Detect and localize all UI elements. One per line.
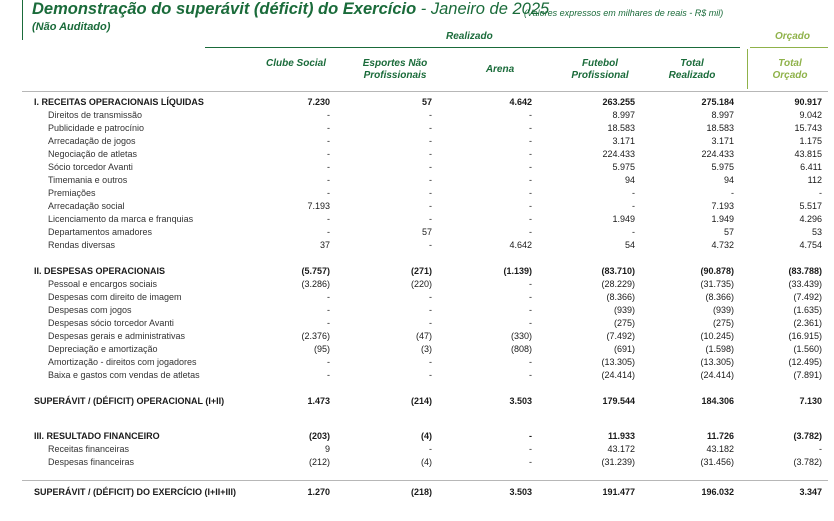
cell-value: - [429, 305, 432, 315]
row-label: Arrecadação social [48, 201, 125, 211]
col-arena: Arena [485, 64, 515, 75]
cell-value: 43.182 [706, 444, 734, 454]
row-label: SUPERÁVIT / (DÉFICIT) OPERACIONAL (I+II) [34, 396, 225, 406]
table-row [0, 443, 834, 456]
cell-value: 9 [324, 444, 330, 454]
cell-value: (7.891) [793, 370, 822, 380]
cell-value: (95) [313, 344, 330, 354]
cell-value: 11.933 [607, 431, 635, 441]
cell-value: - [529, 370, 532, 380]
cell-value: (47) [415, 331, 432, 341]
cell-value: 224.433 [602, 149, 635, 159]
cell-value: - [429, 123, 432, 133]
table-row [0, 148, 834, 161]
cell-value: (33.439) [788, 279, 822, 289]
table-row [0, 304, 834, 317]
cell-value: 224.433 [701, 149, 734, 159]
table-row [0, 291, 834, 304]
cell-value: (10.245) [700, 331, 734, 341]
table-row [0, 96, 834, 109]
table-row [0, 213, 834, 226]
row-label: Despesas com jogos [48, 305, 132, 315]
cell-value: (83.788) [788, 266, 822, 276]
realizado-underline [205, 47, 740, 48]
table-row [0, 239, 834, 252]
cell-value: - [327, 318, 330, 328]
cell-value: (8.366) [705, 292, 734, 302]
cell-value: - [429, 188, 432, 198]
cell-value: - [529, 292, 532, 302]
cell-value: - [529, 175, 532, 185]
cell-value: - [429, 292, 432, 302]
table-row [0, 486, 834, 499]
cell-value: (212) [308, 457, 330, 467]
cell-value: (4) [421, 457, 432, 467]
table-row [0, 330, 834, 343]
cell-value: - [529, 457, 532, 467]
row-label: Negociação de atletas [48, 149, 138, 159]
cell-value: 57 [723, 227, 734, 237]
cell-value: 5.975 [711, 162, 734, 172]
cell-value: (24.414) [700, 370, 734, 380]
row-label: II. DESPESAS OPERACIONAIS [34, 266, 166, 276]
currency-note: (Valores expressos em milhares de reais - R$ mil) [524, 8, 724, 18]
cell-value: 5.517 [799, 201, 822, 211]
cell-value: - [529, 201, 532, 211]
header-divider [22, 91, 828, 92]
cell-value: (214) [410, 396, 432, 406]
col-total-orcado: Total Orçado [772, 58, 808, 81]
cell-value: (12.495) [788, 357, 822, 367]
cell-value: - [731, 188, 734, 198]
cell-value: 94 [624, 175, 635, 185]
row-label: Amortização - direitos com jogadores [48, 357, 197, 367]
cell-value: - [327, 357, 330, 367]
cell-value: - [529, 136, 532, 146]
cell-value: (203) [308, 431, 330, 441]
cell-value: - [529, 162, 532, 172]
cell-value: 196.032 [701, 487, 734, 497]
row-label: Licenciamento da marca e franquias [48, 214, 194, 224]
row-label: Timemania e outros [48, 175, 128, 185]
cell-value: (83.710) [601, 266, 635, 276]
cell-value: 11.726 [706, 431, 734, 441]
cell-value: 4.642 [509, 97, 532, 107]
group-realizado: Realizado [446, 31, 493, 42]
cell-value: 184.306 [701, 396, 734, 406]
table-row [0, 109, 834, 122]
cell-value: 43.815 [794, 149, 822, 159]
cell-value: (3.782) [793, 431, 822, 441]
audit-note: (Não Auditado) [32, 21, 111, 33]
row-label: Arrecadação de jogos [48, 136, 136, 146]
cell-value: - [327, 149, 330, 159]
cell-value: - [327, 305, 330, 315]
cell-value: 15.743 [794, 123, 822, 133]
cell-value: - [429, 214, 432, 224]
row-label: I. RECEITAS OPERACIONAIS LÍQUIDAS [34, 97, 204, 107]
table-row [0, 135, 834, 148]
cell-value: - [429, 240, 432, 250]
cell-value: (31.239) [601, 457, 635, 467]
cell-value: 94 [723, 175, 734, 185]
cell-value: 57 [421, 97, 432, 107]
cell-value: - [327, 292, 330, 302]
cell-value: 1.473 [307, 396, 330, 406]
row-label: Rendas diversas [48, 240, 116, 250]
cell-value: - [529, 431, 532, 441]
cell-value: 263.255 [602, 97, 635, 107]
cell-value: - [327, 175, 330, 185]
row-label: Premiações [48, 188, 96, 198]
cell-value: (275) [613, 318, 635, 328]
cell-value: 7.193 [307, 201, 330, 211]
row-label: Receitas financeiras [48, 444, 130, 454]
table-row [0, 395, 834, 408]
cell-value: (31.735) [700, 279, 734, 289]
cell-value: - [429, 357, 432, 367]
row-label: Depreciação e amortização [48, 344, 158, 354]
cell-value: - [327, 162, 330, 172]
col-esportes-nao-profissionais: Esportes Não Profissionais [362, 58, 428, 81]
table-row [0, 122, 834, 135]
cell-value: (4) [421, 431, 432, 441]
cell-value: - [429, 370, 432, 380]
table-row [0, 317, 834, 330]
orcado-separator [747, 49, 748, 89]
cell-value: (3.782) [793, 457, 822, 467]
row-label: Pessoal e encargos sociais [48, 279, 158, 289]
cell-value: (1.635) [793, 305, 822, 315]
cell-value: - [327, 227, 330, 237]
orcado-underline [750, 47, 828, 48]
cell-value: - [529, 227, 532, 237]
cell-value: (691) [613, 344, 635, 354]
cell-value: 54 [624, 240, 635, 250]
cell-value: 112 [807, 175, 822, 185]
cell-value: 43.172 [607, 444, 635, 454]
row-label: Despesas com direito de imagem [48, 292, 182, 302]
cell-value: (8.366) [606, 292, 635, 302]
cell-value: 18.583 [706, 123, 734, 133]
cell-value: (2.361) [793, 318, 822, 328]
cell-value: 191.477 [602, 487, 635, 497]
cell-value: 3.347 [799, 487, 822, 497]
cell-value: - [429, 318, 432, 328]
cell-value: (3) [421, 344, 432, 354]
final-divider [22, 480, 828, 481]
cell-value: - [632, 188, 635, 198]
table-row [0, 265, 834, 278]
cell-value: 90.917 [794, 97, 822, 107]
cell-value: - [529, 444, 532, 454]
cell-value: 8.997 [711, 110, 734, 120]
row-label: Despesas gerais e administrativas [48, 331, 186, 341]
cell-value: 3.171 [612, 136, 635, 146]
cell-value: - [429, 162, 432, 172]
col-total-realizado: Total Realizado [668, 58, 716, 81]
cell-value: - [529, 214, 532, 224]
cell-value: 3.503 [509, 487, 532, 497]
cell-value: 53 [811, 227, 822, 237]
cell-value: - [429, 149, 432, 159]
cell-value: - [529, 110, 532, 120]
cell-value: 18.583 [607, 123, 635, 133]
cell-value: (24.414) [601, 370, 635, 380]
cell-value: (1.139) [503, 266, 532, 276]
cell-value: - [327, 123, 330, 133]
row-label: III. RESULTADO FINANCEIRO [34, 431, 160, 441]
cell-value: (7.492) [606, 331, 635, 341]
table-row [0, 187, 834, 200]
row-label: Direitos de transmissão [48, 110, 143, 120]
cell-value: (13.305) [601, 357, 635, 367]
cell-value: 7.130 [799, 396, 822, 406]
cell-value: - [327, 136, 330, 146]
cell-value: (13.305) [700, 357, 734, 367]
col-futebol-profissional: Futebol Profissional [571, 58, 629, 81]
cell-value: (808) [510, 344, 532, 354]
cell-value: - [429, 175, 432, 185]
table-row [0, 226, 834, 239]
cell-value: - [529, 318, 532, 328]
table-row [0, 174, 834, 187]
row-label: Publicidade e patrocínio [48, 123, 145, 133]
cell-value: (271) [410, 266, 432, 276]
row-label: Departamentos amadores [48, 227, 153, 237]
cell-value: - [529, 123, 532, 133]
row-label: Sócio torcedor Avanti [48, 162, 133, 172]
cell-value: - [327, 188, 330, 198]
cell-value: 3.503 [509, 396, 532, 406]
cell-value: 6.411 [800, 162, 822, 172]
cell-value: 179.544 [602, 396, 635, 406]
cell-value: (220) [410, 279, 432, 289]
table-row [0, 430, 834, 443]
cell-value: 4.642 [509, 240, 532, 250]
cell-value: 5.975 [612, 162, 635, 172]
cell-value: - [327, 110, 330, 120]
cell-value: 7.230 [307, 97, 330, 107]
table-row [0, 278, 834, 291]
cell-value: 1.949 [711, 214, 734, 224]
cell-value: 1.175 [799, 136, 822, 146]
cell-value: (5.757) [301, 266, 330, 276]
cell-value: - [529, 188, 532, 198]
cell-value: - [632, 201, 635, 211]
cell-value: (1.560) [793, 344, 822, 354]
cell-value: 4.296 [799, 214, 822, 224]
cell-value: - [327, 370, 330, 380]
cell-value: 8.997 [612, 110, 635, 120]
cell-value: (16.915) [788, 331, 822, 341]
cell-value: 9.042 [799, 110, 822, 120]
cell-value: - [632, 227, 635, 237]
cell-value: 37 [319, 240, 330, 250]
cell-value: 1.949 [612, 214, 635, 224]
cell-value: 4.754 [799, 240, 822, 250]
cell-value: (939) [712, 305, 734, 315]
col-clube-social: Clube Social [265, 58, 326, 69]
table-row [0, 456, 834, 469]
cell-value: (330) [510, 331, 532, 341]
cell-value: - [529, 149, 532, 159]
cell-value: - [819, 188, 822, 198]
cell-value: (31.456) [700, 457, 734, 467]
table-row [0, 200, 834, 213]
cell-value: - [529, 357, 532, 367]
cell-value: 3.171 [711, 136, 734, 146]
row-label: Baixa e gastos com vendas de atletas [48, 370, 200, 380]
cell-value: (28.229) [601, 279, 635, 289]
cell-value: 4.732 [711, 240, 734, 250]
cell-value: - [429, 201, 432, 211]
cell-value: - [819, 444, 822, 454]
row-label: Despesas sócio torcedor Avanti [48, 318, 174, 328]
title-main: Demonstração do superávit (déficit) do Exercício [32, 0, 417, 18]
cell-value: - [429, 444, 432, 454]
cell-value: (90.878) [700, 266, 734, 276]
cell-value: (2.376) [301, 331, 330, 341]
row-label: Despesas financeiras [48, 457, 135, 467]
cell-value: 275.184 [701, 97, 734, 107]
table-row [0, 356, 834, 369]
cell-value: (1.598) [705, 344, 734, 354]
cell-value: (3.286) [301, 279, 330, 289]
cell-value: (275) [712, 318, 734, 328]
cell-value: - [429, 136, 432, 146]
cell-value: (939) [613, 305, 635, 315]
table-row [0, 161, 834, 174]
cell-value: - [429, 110, 432, 120]
cell-value: 1.270 [307, 487, 330, 497]
cell-value: - [327, 214, 330, 224]
row-label: SUPERÁVIT / (DÉFICIT) DO EXERCÍCIO (I+II+III) [34, 487, 237, 497]
report-title [32, 0, 549, 19]
cell-value: (7.492) [793, 292, 822, 302]
cell-value: - [529, 279, 532, 289]
cell-value: 7.193 [711, 201, 734, 211]
table-row [0, 369, 834, 382]
cell-value: - [529, 305, 532, 315]
cell-value: (218) [410, 487, 432, 497]
title-period: - Janeiro de 2025 [416, 0, 550, 18]
table-row [0, 343, 834, 356]
group-orcado: Orçado [775, 31, 811, 42]
cell-value: 57 [421, 227, 432, 237]
